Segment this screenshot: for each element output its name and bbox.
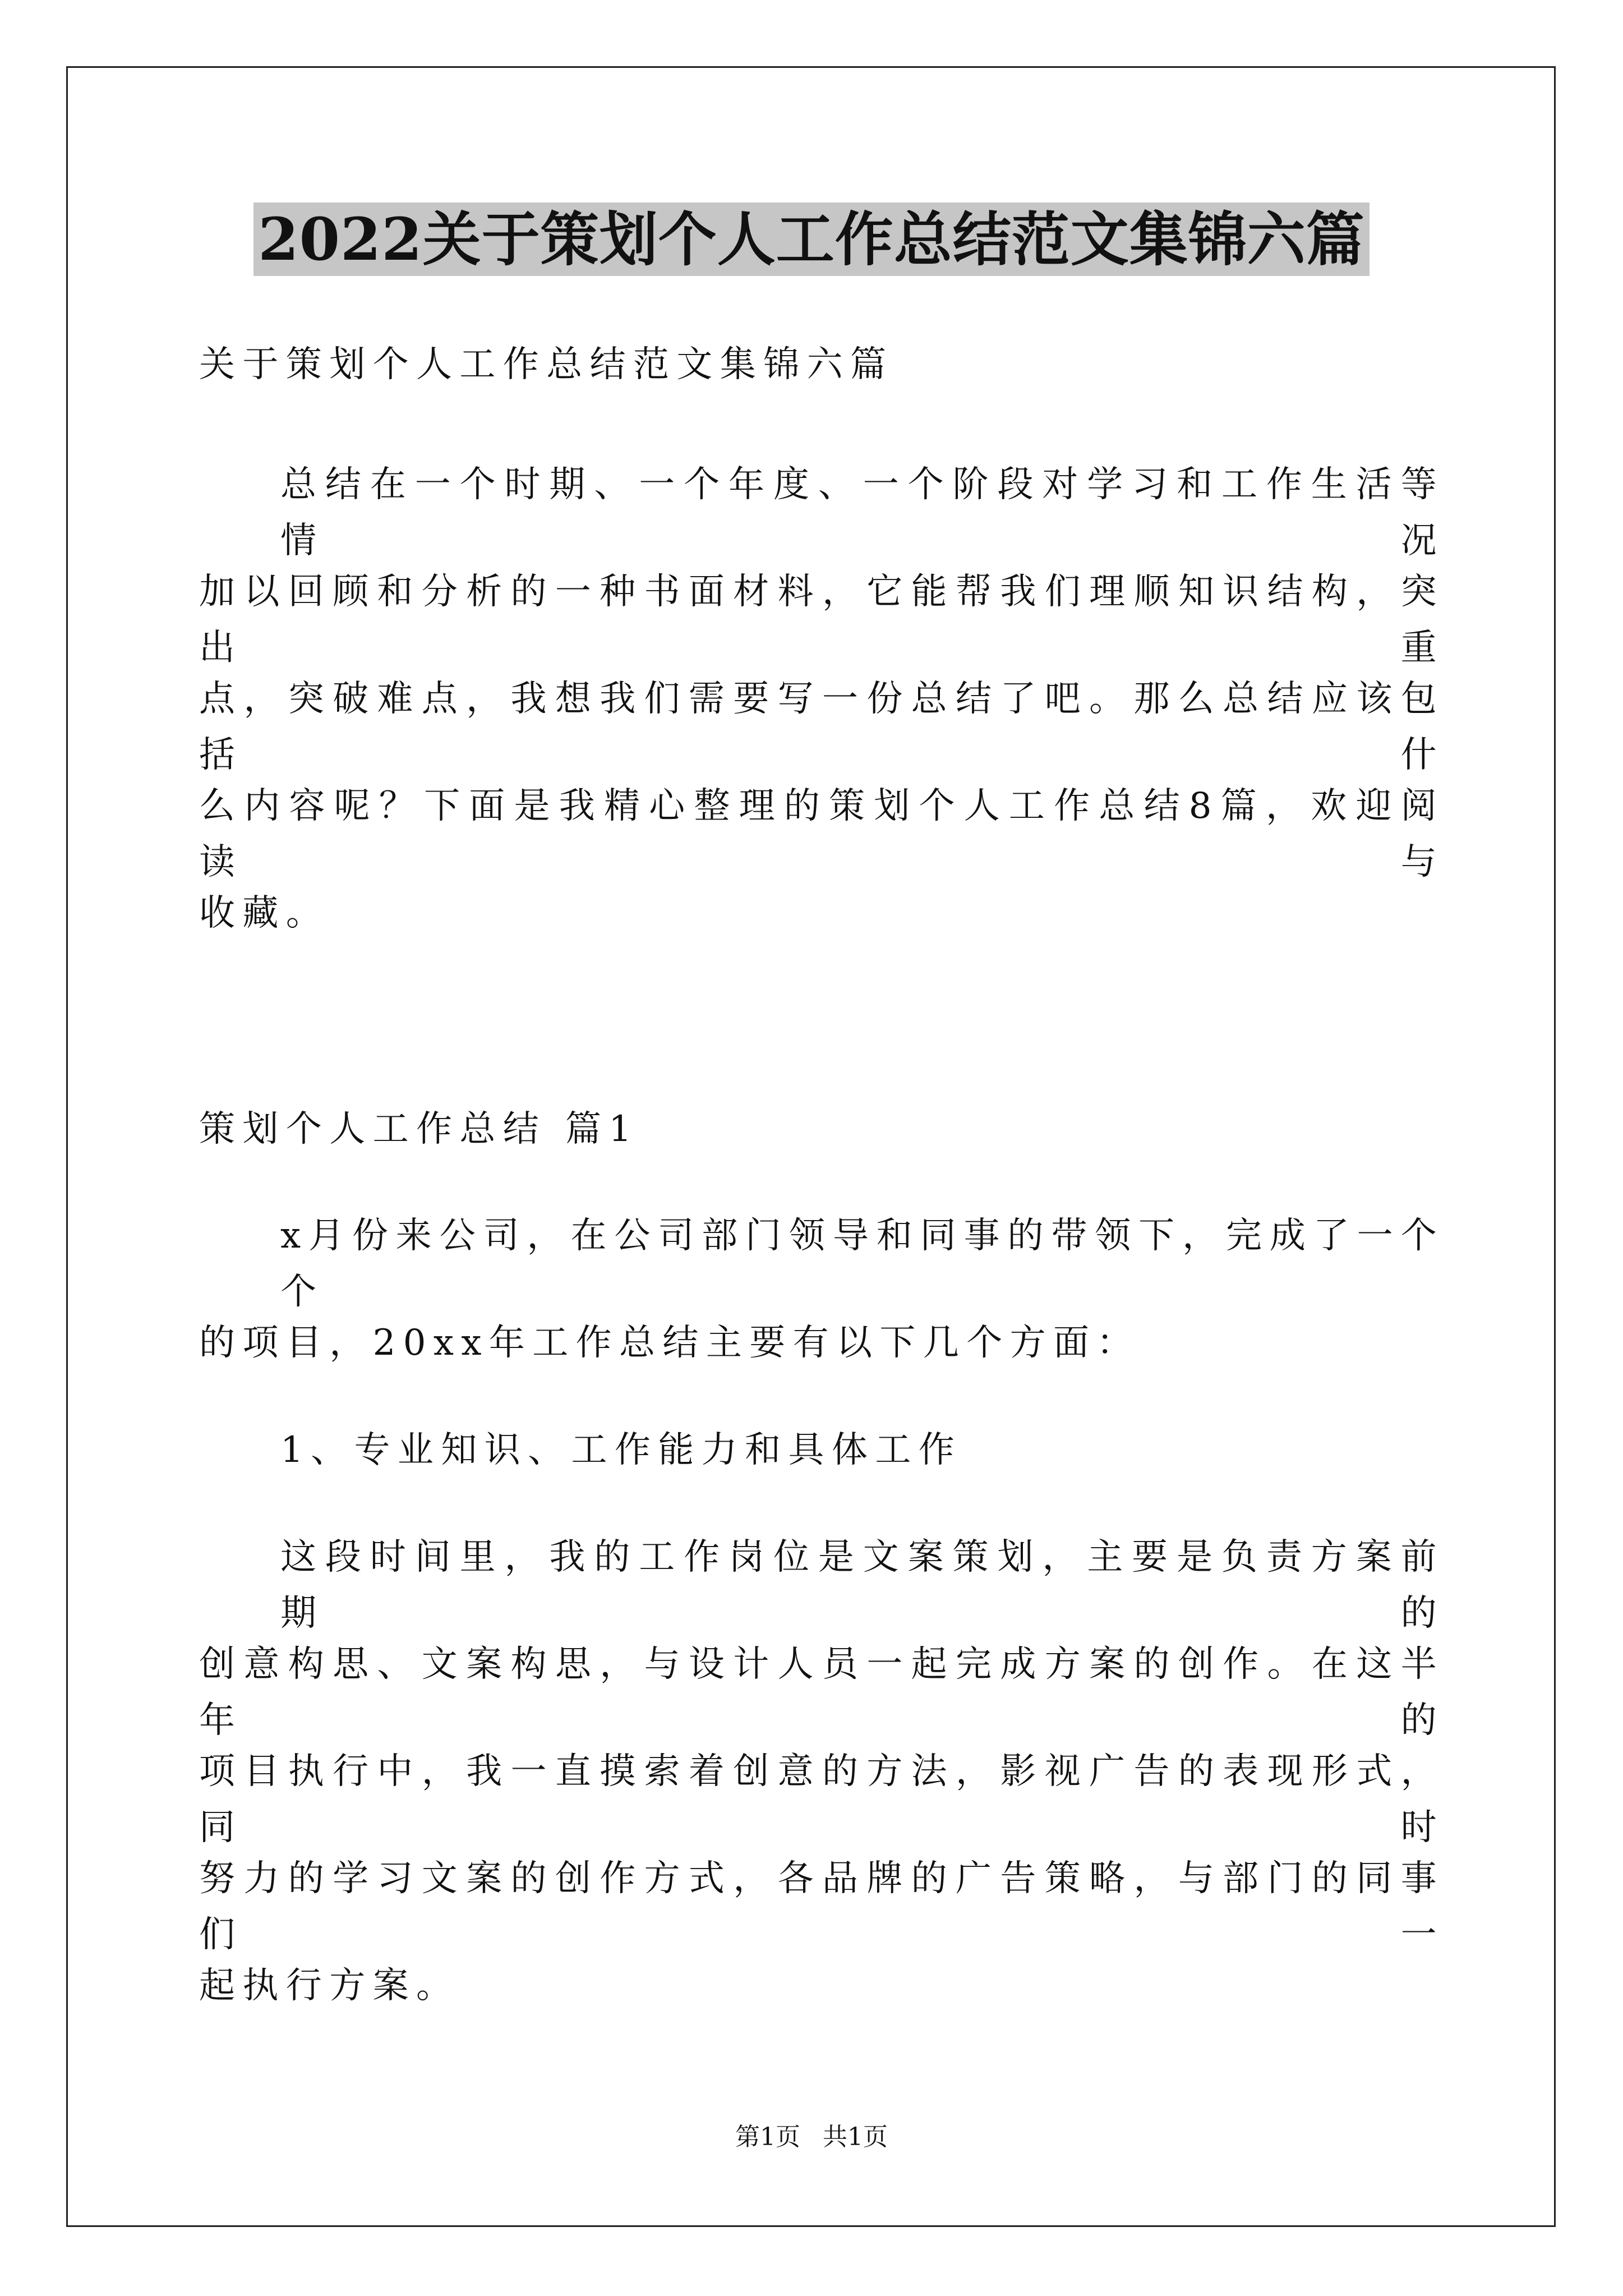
document-title: [0, 197, 1623, 282]
paragraph-line: 创意构思、文案构思，与设计人员一起完成方案的创作。在这半年的: [199, 1644, 1444, 1741]
paragraph-line: 加以回顾和分析的一种书面材料，它能帮我们理顺知识结构，突出重: [199, 571, 1444, 669]
section-heading: 策划个人工作总结 篇1: [199, 1108, 639, 1150]
paragraph-line: 努力的学习文案的创作方式，各品牌的广告策略，与部门的同事们一: [199, 1858, 1444, 1955]
paragraph-line: 的项目，20xx年工作总结主要有以下几个方面：: [199, 1322, 1140, 1364]
paragraph-line: 项目执行中，我一直摸索着创意的方法，影视广告的表现形式，同时: [199, 1751, 1444, 1848]
paragraph-line: 这段时间里，我的工作岗位是文案策划，主要是负责方案前期的: [280, 1536, 1444, 1634]
paragraph-line: 起执行方案。: [199, 1965, 460, 2007]
paragraph-line: x月份来公司，在公司部门领导和同事的带领下，完成了一个个: [280, 1215, 1444, 1313]
page-footer: [0, 2120, 1623, 2154]
document-title-text: 2022关于策划个人工作总结范文集锦六篇: [253, 203, 1369, 276]
paragraph-line: 总结在一个时期、一个年度、一个阶段对学习和工作生活等情况: [280, 464, 1444, 562]
sub-heading: 1、专业知识、工作能力和具体工作: [280, 1429, 962, 1471]
paragraph-line: 么内容呢？下面是我精心整理的策划个人工作总结8篇，欢迎阅读与: [199, 785, 1444, 883]
paragraph-line: 点，突破难点，我想我们需要写一份总结了吧。那么总结应该包括什: [199, 678, 1444, 776]
page-number: 第1页: [735, 2123, 800, 2151]
paragraph-line: 收藏。: [199, 892, 330, 934]
page-total: 共1页: [823, 2123, 888, 2151]
intro-heading: 关于策划个人工作总结范文集锦六篇: [199, 344, 894, 385]
